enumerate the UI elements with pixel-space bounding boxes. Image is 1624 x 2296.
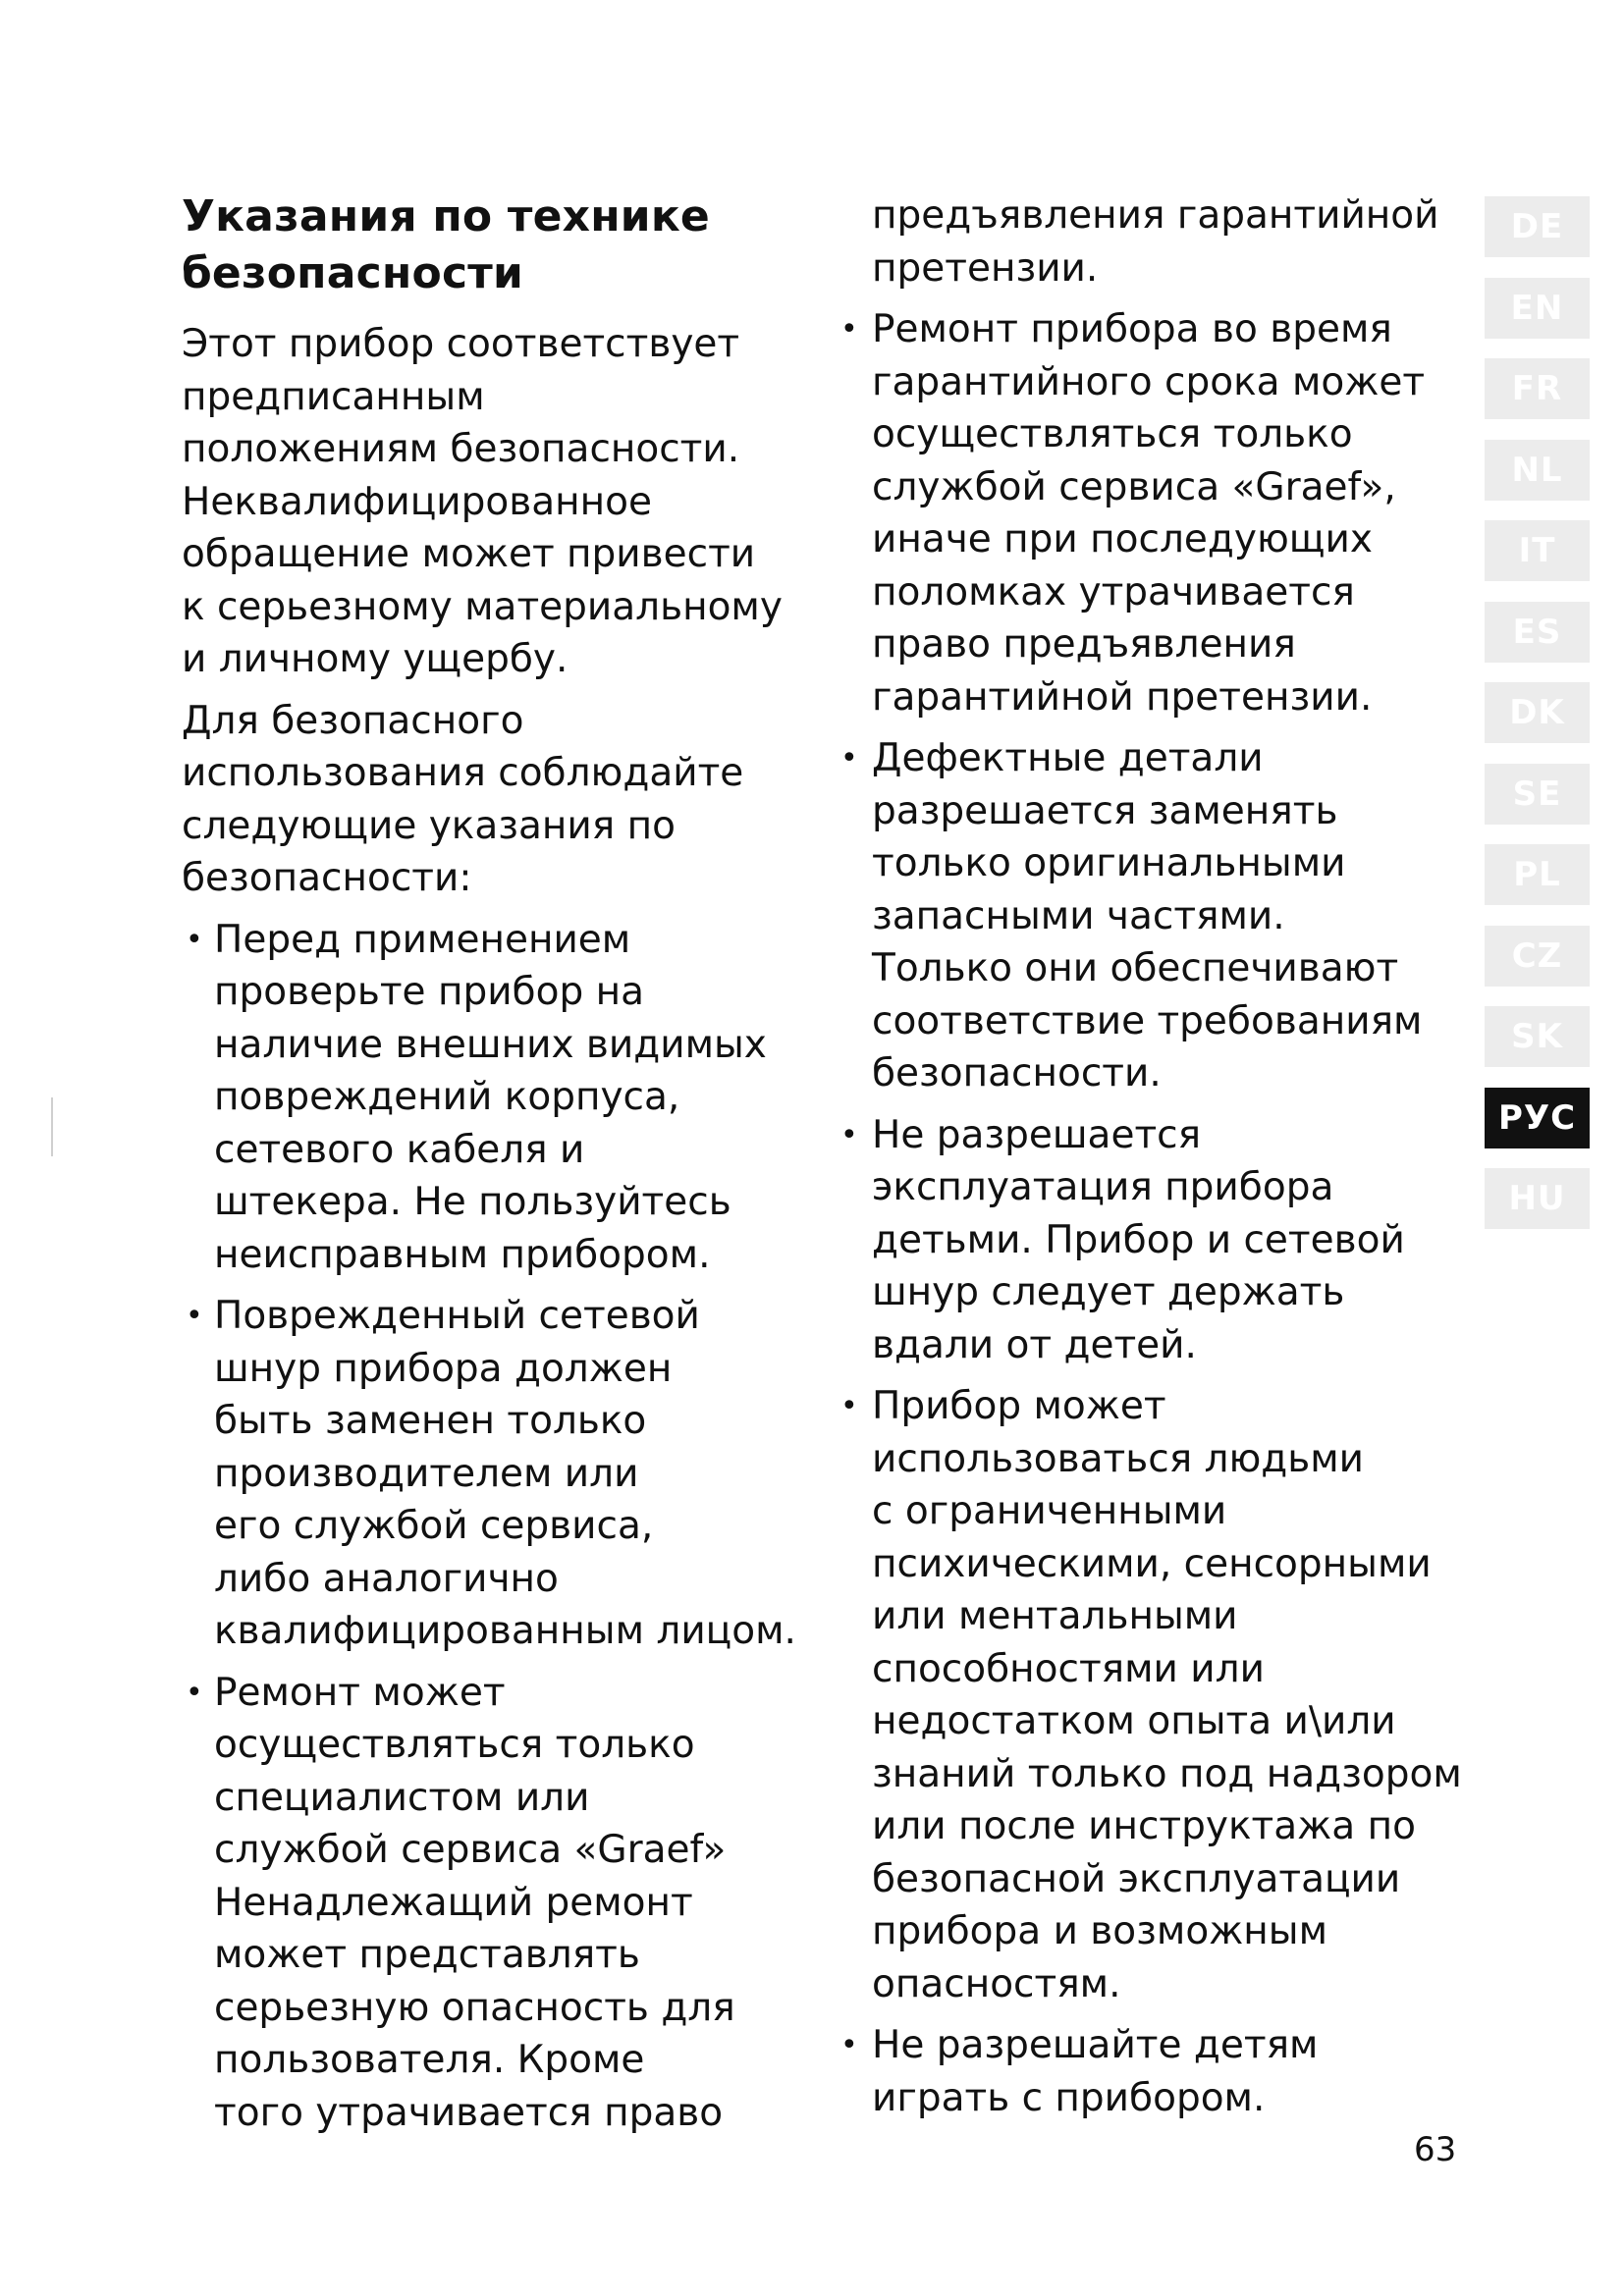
text-line: вдали от детей. — [872, 1322, 1197, 1367]
text-line: положениям безопасности. — [182, 427, 740, 471]
text-line: Этот прибор соответствует — [182, 322, 740, 366]
text-line: предъявления гарантийной — [872, 193, 1439, 238]
text-line: психическими, сенсорными — [872, 1541, 1432, 1586]
text-line: Прибор может — [872, 1384, 1166, 1428]
section-title — [182, 188, 810, 302]
bullet-icon: • — [186, 1299, 203, 1333]
language-tab-fr[interactable]: FR — [1485, 358, 1590, 419]
language-tab-en[interactable]: EN — [1485, 278, 1590, 339]
text-line: предписанным — [182, 374, 485, 419]
text-line: шнур прибора должен — [214, 1346, 673, 1391]
page-number: 63 — [1414, 2130, 1457, 2169]
text-line: и личному ущербу. — [182, 637, 568, 681]
text-line: Ремонт может — [214, 1670, 506, 1715]
safety-bullet — [182, 914, 810, 1282]
text-line: к серьезному материальному — [182, 584, 783, 629]
margin-mark — [51, 1097, 53, 1156]
text-line: Поврежденный сетевой — [214, 1294, 700, 1338]
text-line: использования соблюдайте — [182, 751, 744, 795]
language-tabs — [1485, 196, 1590, 1250]
safety-bullet — [182, 1667, 810, 2140]
text-line: соответствие требованиям — [872, 998, 1423, 1043]
text-line: Не разрешайте детям — [872, 2023, 1319, 2067]
text-line: следующие указания по — [182, 803, 676, 848]
text-line: серьезную опасность для — [214, 1985, 735, 2030]
text-line: безопасной эксплуатации — [872, 1856, 1401, 1901]
intro-paragraph — [182, 318, 810, 686]
text-line: Не разрешается — [872, 1112, 1202, 1157]
text-line: неисправным прибором. — [214, 1232, 711, 1277]
language-tab-hu[interactable]: HU — [1485, 1168, 1590, 1229]
left-column — [182, 183, 810, 2148]
text-line: быть заменен только — [214, 1399, 647, 1443]
language-tab-pl[interactable]: PL — [1485, 844, 1590, 905]
right-column — [835, 189, 1463, 2133]
text-line: Только они обеспечивают — [872, 946, 1399, 990]
bullet-icon: • — [840, 312, 858, 347]
text-line: производителем или — [214, 1451, 639, 1496]
language-tab-de[interactable]: DE — [1485, 196, 1590, 257]
text-line: сетевого кабеля и — [214, 1127, 585, 1172]
bullet-icon: • — [840, 741, 858, 775]
text-line: эксплуатация прибора — [872, 1165, 1334, 1209]
text-line: опасностям. — [872, 1961, 1121, 2006]
text-line: прибора и возможным — [872, 1909, 1328, 1953]
safety-bullet — [835, 1380, 1463, 2010]
text-line: недостатком опыта и\или — [872, 1699, 1396, 1743]
text-line: повреждений корпуса, — [214, 1075, 680, 1119]
text-line: гарантийного срока может — [872, 359, 1426, 404]
text-line: Дефектные детали — [872, 736, 1264, 780]
language-tab-es[interactable]: ES — [1485, 602, 1590, 663]
language-tab-sk[interactable]: SK — [1485, 1006, 1590, 1067]
instructions-paragraph — [182, 695, 810, 905]
text-line: специалистом или — [214, 1775, 590, 1820]
text-line: его службой сервиса, — [214, 1504, 654, 1548]
text-line: разрешается заменять — [872, 788, 1338, 833]
text-line: детьми. Прибор и сетевой — [872, 1217, 1405, 1262]
text-line: Ремонт прибора во время — [872, 307, 1392, 351]
text-line: право предъявления — [872, 622, 1296, 667]
bullet-icon: • — [840, 1389, 858, 1423]
text-line: гарантийной претензии. — [872, 674, 1373, 720]
text-line: квалифицированным лицом. — [214, 1609, 796, 1653]
text-line: поломках утрачивается — [872, 569, 1355, 614]
text-line: использоваться людьми — [872, 1436, 1365, 1481]
language-tab-nl[interactable]: NL — [1485, 440, 1590, 501]
text-line: Неквалифицированное — [182, 479, 652, 524]
text-line: знаний только под надзором — [872, 1751, 1462, 1796]
language-tab-it[interactable]: IT — [1485, 520, 1590, 581]
text-line: пользователя. Кроме — [214, 2038, 645, 2082]
text-line: службой сервиса «Graef» — [214, 1828, 727, 1872]
text-line: с ограниченными — [872, 1489, 1227, 1533]
text-line: или ментальными — [872, 1594, 1238, 1638]
text-line: или после инструктажа по — [872, 1804, 1416, 1848]
text-line: осуществляться только — [214, 1723, 695, 1767]
title-line: безопасности — [182, 248, 523, 298]
language-tab-dk[interactable]: DK — [1485, 682, 1590, 743]
text-line: того утрачивается право — [214, 2090, 724, 2135]
bullet-icon: • — [186, 922, 203, 957]
safety-bullet — [835, 2019, 1463, 2124]
safety-bullet — [835, 1109, 1463, 1372]
text-line: может представлять — [214, 1933, 640, 1977]
bullet-icon: • — [840, 1117, 858, 1152]
text-line: либо аналогично — [214, 1556, 559, 1601]
text-line: наличие внешних видимых — [214, 1022, 767, 1067]
safety-bullet — [182, 1290, 810, 1658]
text-line: Для безопасного — [182, 698, 524, 743]
language-tab-rus-active[interactable]: РУС — [1485, 1088, 1590, 1148]
bullet-icon: • — [186, 1675, 203, 1710]
continued-text — [872, 189, 1463, 294]
text-line: только оригинальными — [872, 841, 1346, 885]
text-line: безопасности. — [872, 1051, 1162, 1095]
text-line: иначе при последующих — [872, 517, 1373, 561]
language-tab-cz[interactable]: CZ — [1485, 926, 1590, 987]
text-line: Ненадлежащий ремонт — [214, 1880, 693, 1925]
text-line: способностями или — [872, 1646, 1265, 1691]
text-line: безопасности: — [182, 856, 472, 900]
text-line: проверьте прибор на — [214, 970, 645, 1014]
language-tab-se[interactable]: SE — [1485, 764, 1590, 825]
safety-bullet — [835, 732, 1463, 1100]
text-line: службой сервиса «Graef», — [872, 464, 1396, 509]
text-line: шнур следует держать — [872, 1270, 1345, 1314]
text-line: штекера. Не пользуйтесь — [214, 1180, 731, 1224]
safety-bullet — [835, 303, 1463, 723]
text-line: играть с прибором. — [872, 2075, 1266, 2120]
title-line: Указания по технике — [182, 191, 710, 241]
bullet-icon: • — [840, 2028, 858, 2062]
text-line: осуществляться только — [872, 412, 1353, 456]
text-line: запасными частями. — [872, 893, 1285, 938]
text-line: обращение может привести — [182, 532, 756, 576]
text-line: Перед применением — [214, 917, 631, 962]
text-line: претензии. — [872, 245, 1099, 291]
